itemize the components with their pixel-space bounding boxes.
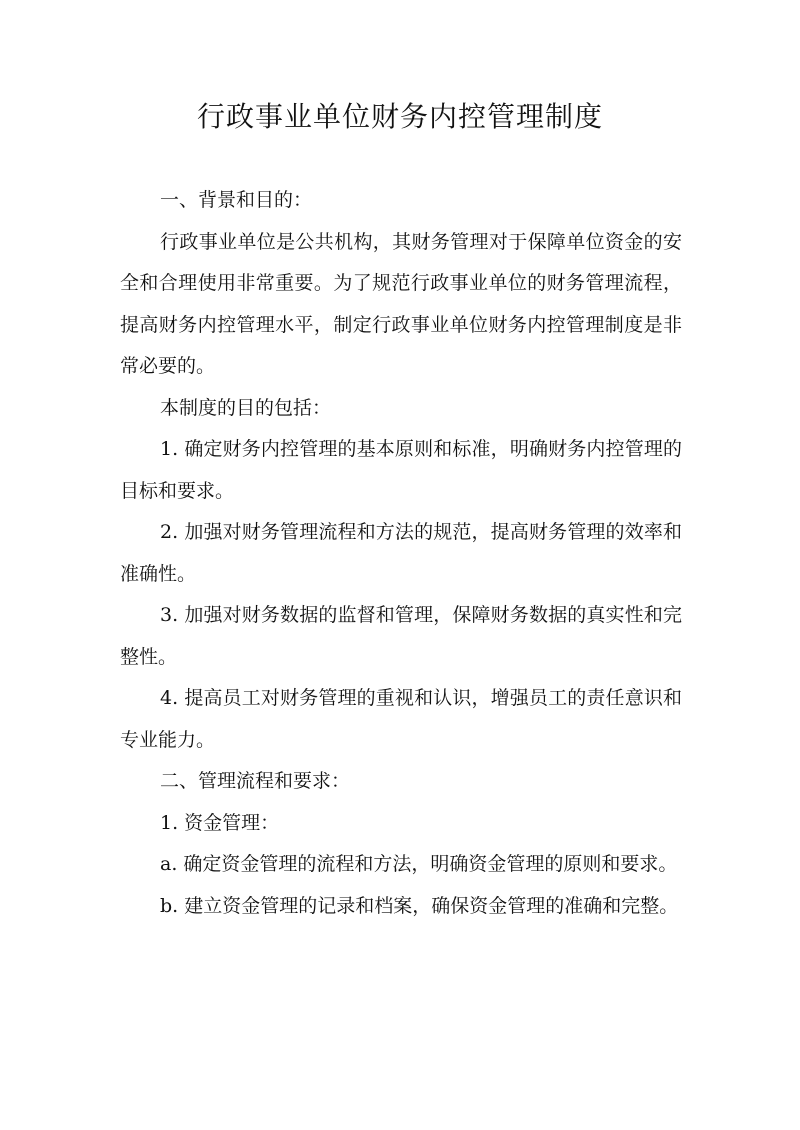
list-item-purpose-3: 3. 加强对财务数据的监督和管理，保障财务数据的真实性和完整性。 (120, 604, 682, 668)
section-heading-background: 一、背景和目的： (160, 189, 313, 211)
list-item-fund-a: a. 确定资金管理的流程和方法，明确资金管理的原则和要求。 (160, 853, 678, 875)
list-item-purpose-4: 4. 提高员工对财务管理的重视和认识，增强员工的责任意识和专业能力。 (120, 687, 682, 751)
list-item-purpose-2: 2. 加强对财务管理流程和方法的规范，提高财务管理的效率和准确性。 (120, 521, 682, 585)
paragraph-background: 行政事业单位是公共机构，其财务管理对于保障单位资金的安全和合理使用非常重要。为了规范行政事业单位的财务管理流程，提高财务内控管理水平，制定行政事业单位财务内控管理制度是非常必要的。 (120, 230, 682, 377)
subsection-heading-fund-management: 1. 资金管理： (160, 811, 280, 834)
list-item-purpose-1: 1. 确定财务内控管理的基本原则和标准，明确财务内控管理的目标和要求。 (120, 438, 682, 502)
document-title: 行政事业单位财务内控管理制度 (196, 100, 603, 133)
document-body (120, 180, 682, 927)
paragraph-purpose-intro: 本制度的目的包括： (160, 396, 332, 419)
section-heading-process: 二、管理流程和要求： (160, 770, 351, 792)
list-item-fund-b: b. 建立资金管理的记录和档案，确保资金管理的准确和完整。 (160, 894, 679, 917)
